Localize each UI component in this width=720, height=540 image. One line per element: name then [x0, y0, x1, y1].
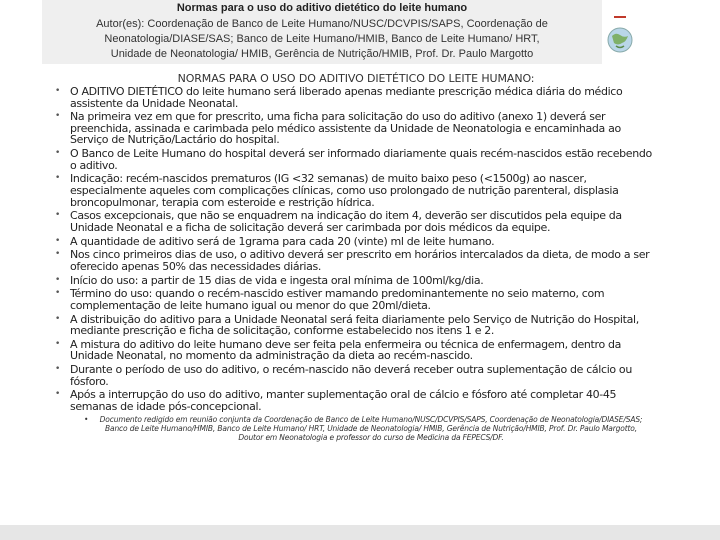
header-title: Normas para o uso do aditivo dietético do leite humano	[176, 2, 468, 14]
bullet-icon: •	[55, 389, 60, 400]
list-item	[52, 111, 660, 146]
bullet-icon: •	[55, 148, 60, 159]
bullet-icon: •	[55, 338, 60, 349]
authors-line: Autor(es): Coordenação de Banco de Leite Humano/NUSC/DCVPIS/SAPS, Coordenação de	[96, 18, 548, 30]
authors-line: Unidade de Neonatologia/ HMIB, Gerência de Nutrição/HMIB, Prof. Dr. Paulo Margotto	[110, 48, 534, 60]
rule-text: O ADITIVO DIETÉTICO do leite humano será liberado apenas mediante prescrição médica diária do médico assistente da Unidade Neonatal.	[70, 85, 623, 110]
bullet-icon: •	[84, 414, 89, 424]
bottom-bar	[0, 525, 720, 540]
rule-text: Término do uso: quando o recém-nascido estiver mamando predominantemente no seio materno, com complementação de leite humano igual ou menor do que 20ml/dieta.	[70, 287, 605, 312]
bullet-icon: •	[55, 86, 60, 96]
slide-header	[42, 0, 602, 64]
list-item	[52, 288, 660, 311]
rule-text: A distribuição do aditivo para a Unidade Neonatal será feita diariamente pelo Serviço de Nutrição do Hospital, mediante prescrição e ficha de solicitação, conforme estabelecido nos itens 1 e 2.	[70, 312, 639, 338]
rule-text: Durante o período de uso do aditivo, o recém-nascido não deverá receber outra suplementação de cálcio ou fósforo.	[70, 363, 632, 388]
left-margin	[0, 0, 50, 540]
bullet-icon: •	[55, 111, 60, 122]
list-item	[52, 148, 660, 171]
bullet-icon: •	[55, 249, 60, 260]
bullet-icon: •	[55, 364, 60, 375]
list-item	[52, 86, 660, 109]
rules-content	[52, 72, 660, 443]
header-authors	[48, 17, 596, 62]
bullet-icon: •	[55, 274, 60, 285]
rule-text: Nos cinco primeiros dias de uso, o aditivo deverá ser prescrito em horários intercalados da dieta, de modo a ser oferecido apenas 50% das necessidades diárias.	[70, 248, 650, 273]
globe-logo-icon	[604, 16, 636, 56]
list-item	[52, 339, 660, 362]
list-item	[52, 210, 660, 233]
list-item	[52, 389, 660, 412]
list-item	[52, 314, 660, 337]
bullet-icon: •	[55, 313, 60, 324]
rule-text: Na primeira vez em que for prescrito, uma ficha para solicitação do uso do aditivo (anexo 1) deverá ser preenchida, assinada e carimbada pelo médico assistente da Unidade de Neonatologia e encaminhada ao Serviço de Nutrição/Lactário do hospital.	[70, 110, 621, 147]
footnote	[52, 415, 660, 443]
rule-text: Após a interrupção do uso do aditivo, manter suplementação oral de cálcio e fósforo até completar 40-45 semanas de idade pós-concepcional.	[70, 388, 617, 413]
rule-text: Indicação: recém-nascidos prematuros (IG <32 semanas) de muito baixo peso (<1500g) ao nascer, especialmente aqueles com complicações clínicas, como uso prolongado de nutrição parenteral, displasia broncopulmonar, terapia com esteroide e restrição hídrica.	[70, 172, 619, 209]
authors-line: Neonatologia/DIASE/SAS; Banco de Leite Humano/HMIB, Banco de Leite Humano/ HRT,	[104, 33, 540, 45]
section-title: NORMAS PARA O USO DO ADITIVO DIETÉTICO DO LEITE HUMANO:	[177, 72, 535, 85]
rule-text: A quantidade de aditivo será de 1grama para cada 20 (vinte) ml de leite humano.	[70, 234, 495, 248]
bullet-icon: •	[55, 210, 60, 221]
list-item	[52, 236, 660, 248]
bullet-icon: •	[55, 235, 60, 246]
list-item	[52, 364, 660, 387]
rule-text: A mistura do aditivo do leite humano deve ser feita pela enfermeira ou técnica de enfermagem, dentro da Unidade Neonatal, no momento da administração da dieta ao recém-nascido.	[70, 337, 621, 363]
rules-list	[52, 86, 660, 413]
rule-text: Casos excepcionais, que não se enquadrem na indicação do item 4, deverão ser discutidos pela equipe da Unidade Neonatal e a ficha de solicitação deverá ser carimbada por dois médicos da equipe.	[70, 209, 622, 234]
rule-text: O Banco de Leite Humano do hospital deverá ser informado diariamente quais recém-nascidos estão recebendo o aditivo.	[70, 147, 652, 172]
list-item	[52, 275, 660, 287]
rule-text: Início do uso: a partir de 15 dias de vida e ingesta oral mínima de 100ml/kg/dia.	[70, 273, 484, 287]
footnote-text: Documento redigido em reunião conjunta da Coordenação de Banco de Leite Humano/NUSC/DCVPIS/SAPS, Coordenação de Neonatologia/DIASE/SAS; Banco de Leite Humano/HMIB, Banco de Leite Humano/ HRT, Unidade de Neonatologia/ HMIB, Gerência de Nutrição/HMIB, Prof. Dr. Paulo Margotto, Doutor em Neonatologia e professor do curso de Medicina da FEPECS/DF.	[99, 414, 643, 443]
bullet-icon: •	[55, 173, 60, 184]
list-item	[52, 249, 660, 272]
bullet-icon: •	[55, 288, 60, 299]
list-item	[52, 173, 660, 208]
